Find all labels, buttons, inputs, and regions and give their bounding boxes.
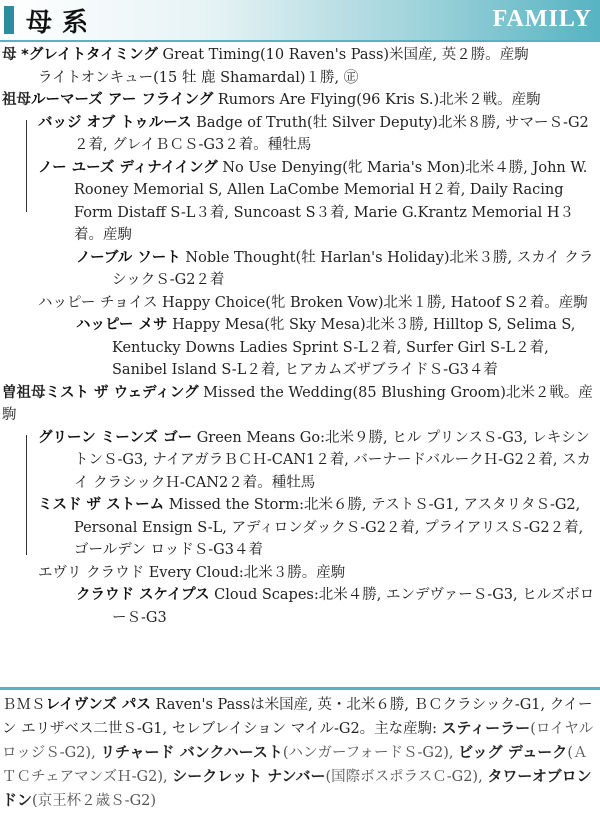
- offspring-entry: ライトオンキュー(15 牡 鹿 Shamardal)１勝, ㊣: [38, 69, 359, 86]
- progeny-name: タワーオブロンドン: [2, 767, 592, 809]
- bms-label: ＢＭＳ: [2, 697, 46, 713]
- horse-name-jp: ノー ユーズ ディナイイング: [38, 159, 218, 176]
- pedigree-content: [2, 44, 596, 629]
- horse-details: Noble Thought(牡 Harlan's Holiday)北米３勝, スカイ クラシックＳ-G2２着: [112, 249, 594, 288]
- horse-details: Cloud Scapes:北米４勝, エンデヴァーＳ-G3, ヒルズボローＳ-G3: [112, 587, 595, 626]
- horse-name-jp: バッジ オブ トゥルース: [38, 114, 192, 131]
- progeny-detail: (国際ボスポラスＣ-G2),: [325, 769, 483, 785]
- horse-name-jp: ハッピー メサ: [76, 317, 168, 333]
- child-entry: [2, 112, 596, 157]
- relation-label: 祖母: [2, 92, 31, 108]
- horse-name-jp: ミスド ザ ストーム: [38, 497, 165, 513]
- horse-details: Missed the Wedding(85 Blushing Groom)北米２戦。産駒: [2, 384, 593, 423]
- progeny-name: スティーラー: [441, 719, 531, 737]
- progeny-detail: (ＡＴＣチェアマンズＨ-G2),: [2, 745, 588, 785]
- horse-details: No Use Denying(牝 Maria's Mon)北米４勝, John W. Rooney Memorial S, Allen LaCombe Memorial H２着, Daily Racing Form Distaff S-L３着, Suncoast S３着, Marie G.Krantz Memorial H３着。産駒: [74, 159, 588, 243]
- horse-details: Rumors Are Flying(96 Kris S.)北米２戦。産駒: [213, 92, 541, 108]
- horse-details: Every Cloud:北米３勝。産駒: [144, 564, 346, 581]
- grandchild-entry: [2, 584, 596, 629]
- section-divider: [0, 687, 600, 690]
- horse-details: Great Timing(10 Raven's Pass)米国産, 英２勝。産駒: [157, 47, 529, 63]
- progeny-name: リチャード バンクハースト: [100, 743, 283, 761]
- horse-details: Green Means Go:北米９勝, ヒル プリンスＳ-G3, レキシントンＳ-G3, ナイアガラＢＣＨ-CAN1２着, バーナードバルークＨ-G2２着, スカイ クラシックＨ-CAN2２着。種牡馬: [74, 429, 592, 491]
- horse-details: Missed the Storm:北米６勝, テストＳ-G1, アスタリタＳ-G2, Personal Ensign S-L, アディロンダックＳ-G2２着, プライアリスＳ-G2２着, ゴールデン ロッドＳ-G3４着: [74, 497, 584, 558]
- horse-name-jp: ノーブル ソート: [76, 249, 181, 266]
- horse-name-plain: エヴリ クラウド: [38, 564, 145, 581]
- progeny-detail: (ロイヤル ロッジＳ-G2),: [2, 721, 594, 761]
- header-accent-bar: [4, 6, 14, 34]
- grandchild-entry: [2, 314, 596, 382]
- progeny-name: ビッグ デューク: [458, 743, 568, 761]
- horse-details: Badge of Truth(牡 Silver Deputy)北米８勝, サマーＳ-G2２着, グレイＢＣＳ-G3２着。種牡馬: [74, 114, 589, 153]
- relation-label: 母: [2, 47, 17, 63]
- bms-section: [2, 694, 596, 813]
- horse-name-jp: クラウド スケイプス: [76, 587, 210, 603]
- horse-name-plain: ハッピー チョイス: [38, 294, 158, 311]
- section-header: [0, 0, 600, 42]
- child-entry: [2, 157, 596, 247]
- child-entry: [2, 292, 596, 315]
- bms-text: Raven's Passは米国産, 英・北米６勝, ＢＣクラシック-G1, クイーン エリザベス二世Ｓ-G1, セレブレイション マイル-G2。主な産駒:: [2, 697, 593, 737]
- granddam-entry: [2, 89, 596, 112]
- horse-details: Happy Choice(牝 Broken Vow)北米１勝, Hatoof S２着。産駒: [157, 294, 588, 311]
- child-entry: [2, 562, 596, 585]
- horse-name-jp: グリーン ミーンズ ゴー: [38, 429, 193, 446]
- great-granddam-entry: [2, 382, 596, 427]
- bms-name-jp: レイヴンズ パス: [45, 697, 151, 713]
- progeny-detail: (ハンガーフォードＳ-G2),: [282, 745, 454, 761]
- dam-entry: [2, 44, 596, 67]
- page-title-en: FAMILY: [492, 6, 592, 32]
- grandchild-entry: [2, 247, 596, 292]
- relation-label: 曽祖母: [2, 384, 46, 401]
- horse-name-jp: *グレイトタイミング: [21, 47, 158, 63]
- horse-details: Happy Mesa(牝 Sky Mesa)北米３勝, Hilltop S, Selima S, Kentucky Downs Ladies Sprint S-L２着, Surfer Girl S-L２着, Sanibel Island S-L２着, ヒアカムズザブライドＳ-G3４着: [112, 317, 576, 378]
- progeny-detail: (京王杯２歳Ｓ-G2): [32, 793, 157, 809]
- child-entry: [2, 427, 596, 495]
- horse-name-jp: ルーマーズ アー フライング: [31, 92, 214, 108]
- page-title: 母系: [26, 8, 99, 38]
- horse-name-jp: ミスト ザ ウェディング: [45, 384, 199, 401]
- progeny-name: シークレット ナンバー: [172, 767, 326, 785]
- child-entry: [2, 494, 596, 562]
